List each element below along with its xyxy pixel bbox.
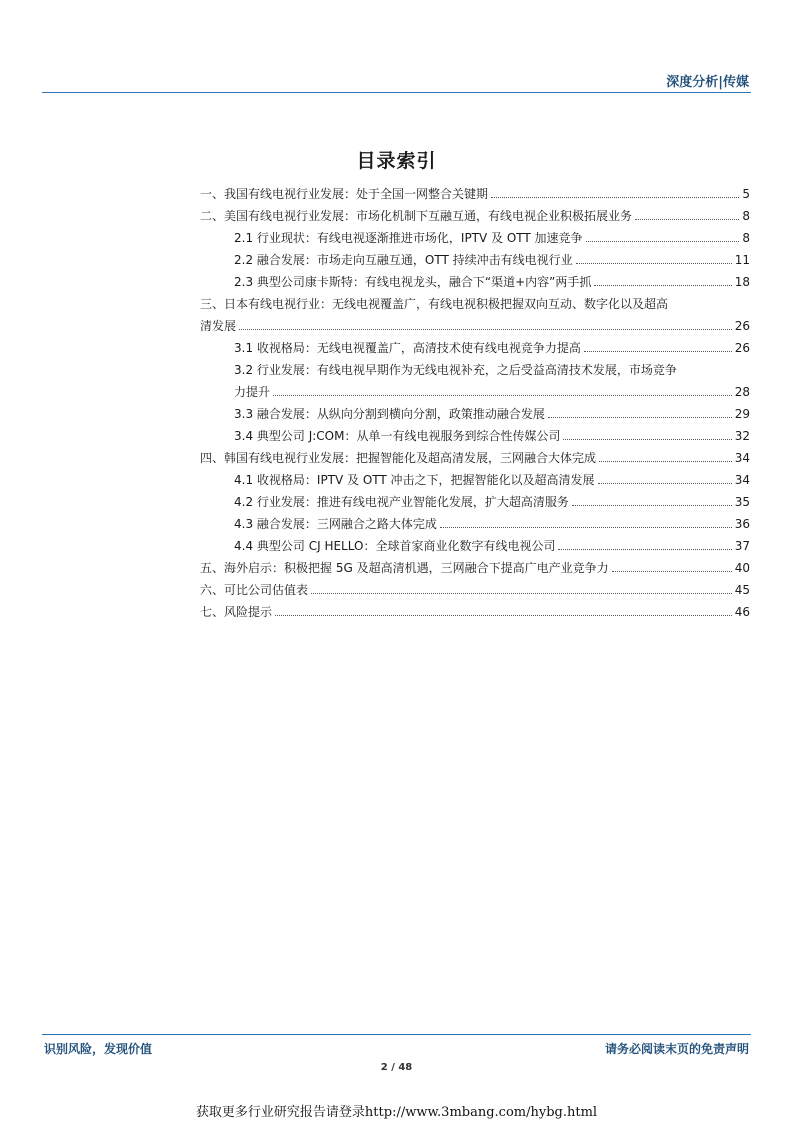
toc-entry[interactable] (200, 598, 750, 620)
toc-page-number: 18 (734, 275, 750, 289)
toc-page-number: 32 (734, 429, 750, 443)
toc-page-number: 29 (734, 407, 750, 421)
toc-entry[interactable] (200, 180, 750, 202)
toc-page-number: 45 (734, 583, 750, 597)
toc-page-number: 28 (734, 385, 750, 399)
toc-entry[interactable] (200, 334, 750, 356)
footer-divider (42, 1034, 751, 1035)
toc-page-number: 34 (734, 473, 750, 487)
header-divider (42, 92, 751, 93)
toc-dot-leader (239, 329, 732, 330)
toc-entry[interactable] (200, 290, 750, 312)
toc-page-number: 8 (742, 231, 750, 245)
toc-entry-text: 3.3 融合发展：从纵向分割到横向分割，政策推动融合发展 (234, 407, 545, 421)
toc-entry-text: 2.1 行业现状：有线电视逐渐推进市场化，IPTV 及 OTT 加速竞争 (234, 231, 583, 245)
table-of-contents (200, 180, 750, 620)
toc-dot-leader (548, 417, 732, 418)
toc-entry-text: 一、我国有线电视行业发展：处于全国一网整合关键期 (200, 187, 489, 201)
toc-entry-text: 4.3 融合发展：三网融合之路大体完成 (234, 517, 437, 531)
toc-dot-leader (612, 571, 732, 572)
toc-entry-text: 4.2 行业发展：推进有线电视产业智能化发展，扩大超高清服务 (234, 495, 569, 509)
toc-dot-leader (594, 285, 731, 286)
toc-dot-leader (572, 505, 732, 506)
toc-entry-text: 4.1 收视格局：IPTV 及 OTT 冲击之下，把握智能化以及超高清发展 (234, 473, 595, 487)
toc-entry[interactable] (200, 510, 750, 532)
toc-entry[interactable] (200, 488, 750, 510)
toc-dot-leader (599, 461, 732, 462)
toc-dot-leader (273, 395, 732, 396)
toc-dot-leader (558, 549, 731, 550)
toc-page-number: 8 (742, 209, 750, 223)
toc-entry[interactable] (200, 554, 750, 576)
toc-page-number: 46 (734, 605, 750, 619)
toc-entry-text: 七、风险提示 (200, 605, 273, 619)
toc-page-number: 11 (734, 253, 750, 267)
toc-entry-text: 清发展 (200, 319, 237, 333)
toc-entry[interactable] (200, 444, 750, 466)
toc-dot-leader (598, 483, 732, 484)
toc-dot-leader (491, 197, 739, 198)
toc-entry-text: 2.2 融合发展：市场走向互融互通，OTT 持续冲击有线电视行业 (234, 253, 573, 267)
toc-dot-leader (584, 351, 732, 352)
toc-entry-text: 五、海外启示：积极把握 5G 及超高清机遇，三网融合下提高广电产业竞争力 (200, 561, 609, 575)
toc-entry-continuation[interactable] (200, 312, 750, 334)
toc-page-number: 26 (734, 319, 750, 333)
toc-entry[interactable] (200, 268, 750, 290)
toc-entry-text: 三、日本有线电视行业：无线电视覆盖广，有线电视积极把握双向互动、数字化以及超高 (200, 297, 669, 311)
toc-entry-text: 4.4 典型公司 CJ HELLO：全球首家商业化数字有线电视公司 (234, 539, 556, 553)
toc-entry-text: 3.1 收视格局：无线电视覆盖广，高清技术使有线电视竞争力提高 (234, 341, 581, 355)
toc-entry[interactable] (200, 422, 750, 444)
promo-link-text[interactable]: 获取更多行业研究报告请登录http://www.3mbang.com/hybg.html (195, 1105, 598, 1120)
toc-entry-text: 力提升 (234, 385, 271, 399)
toc-dot-leader (576, 263, 732, 264)
toc-entry-text: 3.4 典型公司 J:COM：从单一有线电视服务到综合性传媒公司 (234, 429, 561, 443)
toc-page-number: 34 (734, 451, 750, 465)
footer-disclaimer-note: 请务必阅读末页的免责声明 (604, 1042, 749, 1056)
toc-entry-text: 3.2 行业发展：有线电视早期作为无线电视补充，之后受益高清技术发展，市场竞争 (234, 363, 677, 377)
toc-page-number: 26 (734, 341, 750, 355)
toc-page-number: 36 (734, 517, 750, 531)
toc-entry[interactable] (200, 202, 750, 224)
toc-page-number: 40 (734, 561, 750, 575)
toc-page-number: 5 (742, 187, 750, 201)
toc-entry[interactable] (200, 576, 750, 598)
toc-dot-leader (311, 593, 732, 594)
toc-entry-text: 四、韩国有线电视行业发展：把握智能化及超高清发展，三网融合大体完成 (200, 451, 597, 465)
toc-dot-leader (563, 439, 731, 440)
header-section-tag: 深度分析|传媒 (666, 75, 749, 90)
page-number: 2 / 48 (380, 1062, 413, 1073)
toc-entry[interactable] (200, 356, 750, 378)
toc-page-number: 35 (734, 495, 750, 509)
toc-entry-text: 六、可比公司估值表 (200, 583, 309, 597)
toc-page-number: 37 (734, 539, 750, 553)
toc-dot-leader (275, 615, 732, 616)
footer-slogan: 识别风险，发现价值 (44, 1042, 153, 1056)
toc-entry-continuation[interactable] (200, 378, 750, 400)
toc-dot-leader (586, 241, 740, 242)
toc-entry[interactable] (200, 224, 750, 246)
toc-title: 目录索引 (356, 150, 437, 172)
toc-entry[interactable] (200, 466, 750, 488)
toc-entry[interactable] (200, 532, 750, 554)
toc-dot-leader (635, 219, 739, 220)
toc-entry[interactable] (200, 246, 750, 268)
toc-entry-text: 2.3 典型公司康卡斯特：有线电视龙头，融合下“渠道+内容”两手抓 (234, 275, 592, 289)
toc-entry[interactable] (200, 400, 750, 422)
toc-entry-text: 二、美国有线电视行业发展：市场化机制下互融互通，有线电视企业积极拓展业务 (200, 209, 633, 223)
toc-dot-leader (440, 527, 732, 528)
